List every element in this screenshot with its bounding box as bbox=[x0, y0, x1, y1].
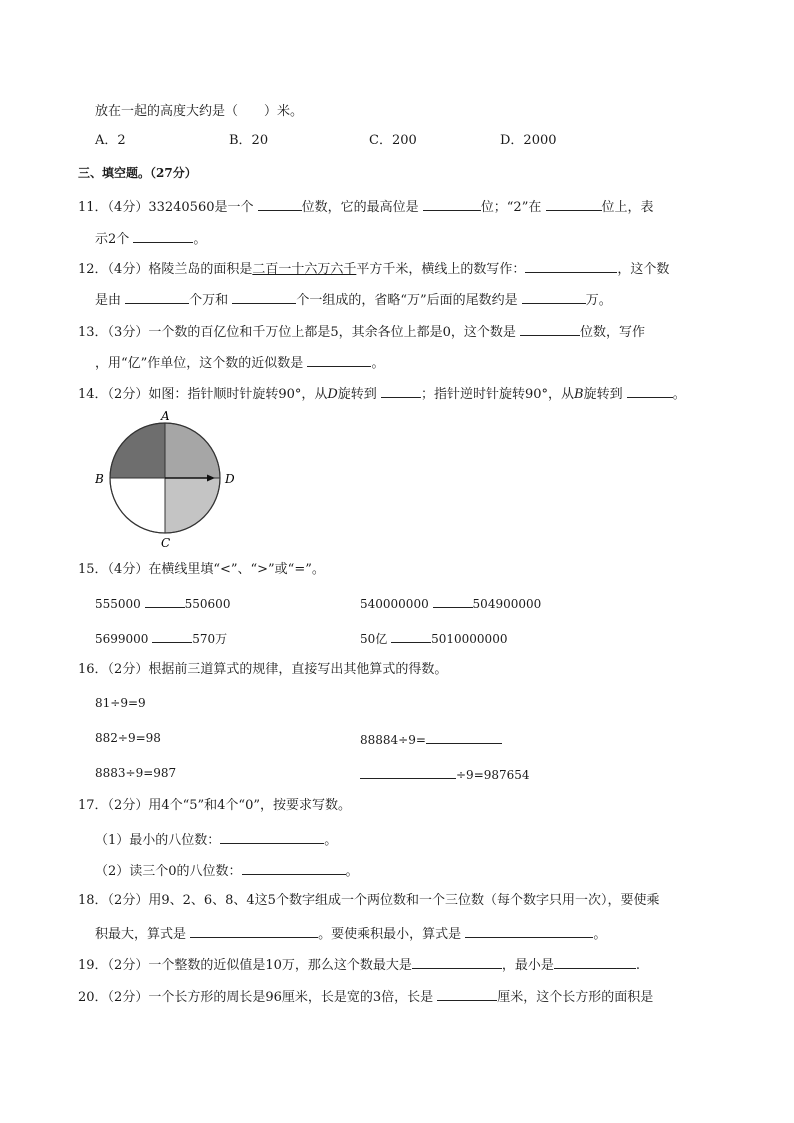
q13-text-c: ，用“亿”作单位，这个数的近似数是 bbox=[95, 356, 304, 371]
q14-blank-1[interactable] bbox=[381, 383, 421, 398]
q15-row1-left bbox=[95, 593, 230, 613]
q12-text-b: 平方千米，横线上的数写作： bbox=[356, 262, 526, 277]
q15-row2-left bbox=[95, 628, 227, 648]
q17-sub1 bbox=[95, 829, 337, 850]
q12-line1 bbox=[78, 258, 669, 279]
q17-sub1-end: 。 bbox=[324, 833, 338, 848]
q16-blank-1[interactable] bbox=[426, 729, 502, 744]
q10-option-a: A．2 bbox=[95, 133, 126, 148]
q13-blank-3[interactable] bbox=[307, 352, 371, 367]
q13-line1 bbox=[78, 321, 645, 342]
q19-blank-1[interactable] bbox=[412, 954, 502, 969]
q15-stem: 15．（4分）在横线里填“<”、“>”或“=”。 bbox=[78, 562, 325, 577]
q17-sub2 bbox=[95, 860, 359, 881]
q14-text-e: 。 bbox=[672, 387, 686, 402]
q11-text-b: 位数，它的最高位是 bbox=[301, 200, 419, 215]
q14-text-d: 旋转到 bbox=[583, 387, 623, 402]
q11-text-e: 示2个 bbox=[95, 232, 130, 247]
q11-text-d: 位上，表 bbox=[601, 200, 654, 215]
quadrant-bottom-right bbox=[165, 478, 220, 533]
q17-blank-1[interactable] bbox=[220, 829, 324, 844]
q16-eq5-text: ÷9=987654 bbox=[456, 768, 530, 782]
q11-line2 bbox=[95, 228, 206, 249]
q19-text-c: . bbox=[635, 958, 641, 973]
q15-r2r-a: 50亿 bbox=[360, 632, 388, 646]
label-b: B bbox=[95, 472, 104, 486]
q14-var-d: D bbox=[327, 387, 338, 402]
q16-eq4-text: 88884÷9= bbox=[360, 733, 426, 747]
q12-text-g: 万。 bbox=[585, 293, 612, 308]
q17-blank-2[interactable] bbox=[242, 860, 346, 875]
q14-text-a: 14．（2分）如图：指针顺时针旋转90°，从 bbox=[78, 387, 328, 402]
q13-text-a: 13．（3分）一个数的百亿位和千万位上都是5，其余各位上都是0，这个数是 bbox=[78, 325, 516, 340]
q20-text-a: 20．（2分）一个长方形的周长是96厘米，长是宽的3倍，长是 bbox=[78, 990, 434, 1005]
q16-eq3: 8883÷9=987 bbox=[95, 766, 177, 780]
q14-text-b: 旋转到 bbox=[337, 387, 377, 402]
rotation-circle-figure bbox=[95, 410, 240, 550]
q15-row2-right bbox=[360, 628, 507, 648]
q12-blank-1[interactable] bbox=[525, 258, 617, 273]
q20-line bbox=[78, 986, 653, 1007]
q15-r2l-a: 5699000 bbox=[95, 632, 149, 646]
q15-blank-1[interactable] bbox=[145, 593, 185, 608]
q12-text-a: 12．（4分）格陵兰岛的面积是 bbox=[78, 262, 253, 277]
q19-text-a: 19．（2分）一个整数的近似值是10万，那么这个数最大是 bbox=[78, 958, 412, 973]
q19-blank-2[interactable] bbox=[554, 954, 636, 969]
q17-sub2-text: （2）读三个0的八位数： bbox=[95, 864, 242, 879]
q11-line1 bbox=[78, 196, 654, 217]
q12-blank-2[interactable] bbox=[125, 289, 189, 304]
q15-blank-3[interactable] bbox=[152, 628, 192, 643]
q15-r2r-b: 5010000000 bbox=[431, 632, 508, 646]
q15-r1r-a: 540000000 bbox=[360, 597, 429, 611]
q12-line2 bbox=[95, 289, 612, 310]
q16-blank-2[interactable] bbox=[360, 764, 456, 779]
q11-blank-3[interactable] bbox=[546, 196, 602, 211]
quadrant-top-right bbox=[165, 423, 220, 478]
q13-text-b: 位数，写作 bbox=[580, 325, 646, 340]
q11-blank-2[interactable] bbox=[423, 196, 481, 211]
q17-stem: 17．（2分）用4个“5”和4个“0”，按要求写数。 bbox=[78, 798, 351, 813]
q12-underlined-number: 二百一十六万六千 bbox=[252, 262, 357, 277]
q13-line2 bbox=[95, 352, 384, 373]
q16-stem: 16．（2分）根据前三道算式的规律，直接写出其他算式的得数。 bbox=[78, 662, 448, 677]
q12-text-c: ，这个数 bbox=[617, 262, 670, 277]
q18-line2 bbox=[95, 923, 606, 944]
label-d: D bbox=[225, 472, 235, 486]
label-a: A bbox=[161, 410, 170, 423]
q10-option-d: D．2000 bbox=[500, 133, 557, 148]
label-c: C bbox=[161, 536, 171, 550]
q15-r1l-a: 555000 bbox=[95, 597, 141, 611]
quadrant-bottom-left bbox=[110, 478, 165, 533]
q14-var-b: B bbox=[574, 387, 584, 402]
q20-blank-1[interactable] bbox=[437, 986, 497, 1001]
q18-blank-1[interactable] bbox=[190, 923, 318, 938]
q15-blank-2[interactable] bbox=[433, 593, 473, 608]
q20-text-b: 厘米，这个长方形的面积是 bbox=[497, 990, 654, 1005]
q16-eq5 bbox=[360, 764, 530, 784]
q15-blank-4[interactable] bbox=[391, 628, 431, 643]
q15-r2l-b: 570万 bbox=[192, 632, 228, 646]
q18-blank-2[interactable] bbox=[465, 923, 593, 938]
q13-blank-1[interactable] bbox=[520, 321, 580, 336]
quadrant-top-left bbox=[110, 423, 165, 478]
q10-option-b: B．20 bbox=[229, 133, 269, 148]
q11-text-c: 位；“2”在 bbox=[480, 200, 542, 215]
q14-text-c: ；指针逆时针旋转90°，从 bbox=[420, 387, 574, 402]
q12-blank-3[interactable] bbox=[232, 289, 296, 304]
q14-blank-2[interactable] bbox=[627, 383, 673, 398]
q12-blank-4[interactable] bbox=[522, 289, 586, 304]
section3-heading: 三、填空题。（27分） bbox=[78, 166, 197, 180]
q14-line bbox=[78, 383, 686, 404]
q19-text-b: ，最小是 bbox=[501, 958, 554, 973]
q13-text-d: 。 bbox=[371, 356, 385, 371]
q18-text-d: 。 bbox=[593, 927, 607, 942]
q16-eq2: 882÷9=98 bbox=[95, 731, 161, 745]
q15-r1r-b: 504900000 bbox=[472, 597, 542, 611]
q11-text-a: 11．（4分）33240560是一个 bbox=[78, 200, 254, 215]
q18-text-c: 。要使乘积最小，算式是 bbox=[318, 927, 462, 942]
q16-eq4 bbox=[360, 729, 502, 749]
q16-eq1: 81÷9=9 bbox=[95, 696, 146, 710]
q11-blank-1[interactable] bbox=[258, 196, 302, 211]
q18-text-b: 积最大，算式是 bbox=[95, 927, 187, 942]
q12-text-f: 个一组成的，省略“万”后面的尾数约是 bbox=[296, 293, 518, 308]
q17-sub2-end: 。 bbox=[345, 864, 359, 879]
q17-sub1-text: （1）最小的八位数： bbox=[95, 833, 221, 848]
q12-text-d: 是由 bbox=[95, 293, 122, 308]
q12-text-e: 个万和 bbox=[189, 293, 229, 308]
q11-text-f: 。 bbox=[193, 232, 207, 247]
q10-option-c: C．200 bbox=[369, 133, 417, 148]
q10-tail: 放在一起的高度大约是（ ）米。 bbox=[95, 104, 304, 119]
q15-row1-right bbox=[360, 593, 541, 613]
q18-line1: 18．（2分）用9、2、6、8、4这5个数字组成一个两位数和一个三位数（每个数字只用一次），要使乘 bbox=[78, 893, 660, 908]
q15-r1l-b: 550600 bbox=[184, 597, 231, 611]
q11-blank-4[interactable] bbox=[133, 228, 193, 243]
q19-line bbox=[78, 954, 640, 975]
